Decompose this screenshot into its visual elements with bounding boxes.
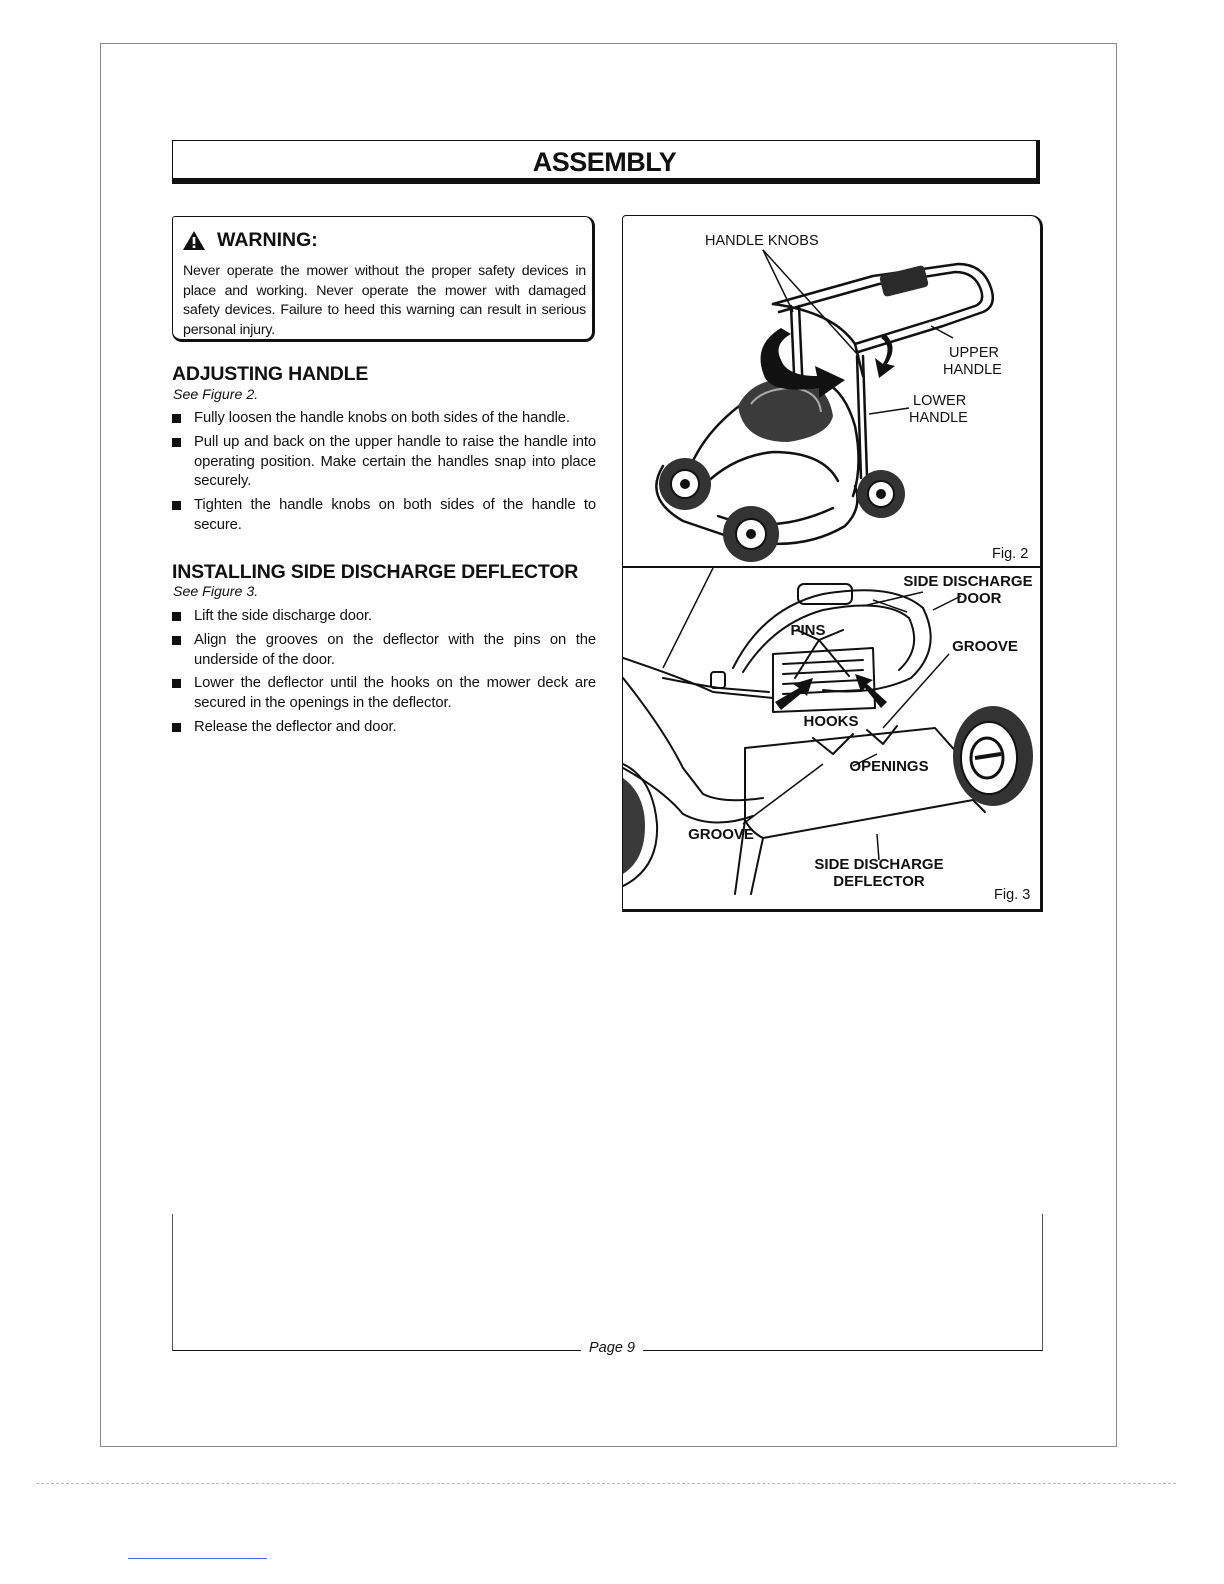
list-item: Pull up and back on the upper handle to raise the handle into operating position. Make certain the handles snap into place securely. [172, 433, 596, 492]
label-upper-handle-1: UPPER [949, 345, 999, 361]
bullet-square-icon [172, 612, 181, 621]
footer-box [172, 1214, 1043, 1351]
label-side-discharge-door-1: SIDE DISCHARGE [903, 573, 1033, 590]
label-upper-handle-2: HANDLE [943, 362, 1002, 378]
figure-2-caption: Fig. 2 [992, 546, 1029, 562]
figure-3-panel [622, 567, 1043, 912]
side-discharge-steps [172, 607, 596, 742]
section-header [172, 140, 1040, 184]
warning-heading [183, 229, 318, 252]
warning-text: Never operate the mower without the proper safety devices in place and working. Never operate the mower with damaged safety devices. Failure to heed this warning can result in serious personal injury. [183, 263, 586, 338]
label-groove-right: GROOVE [952, 638, 1018, 655]
see-figure-2: See Figure 2. [173, 387, 259, 403]
list-item: Lift the side discharge door. [172, 607, 596, 627]
bullet-square-icon [172, 679, 181, 688]
label-pins: PINS [790, 622, 826, 639]
bullet-square-icon [172, 414, 181, 423]
figure-3-caption: Fig. 3 [994, 887, 1031, 903]
scan-artifact-line [36, 1483, 1176, 1484]
list-item: Lower the deflector until the hooks on the mower deck are secured in the openings in the deflector. [172, 674, 596, 714]
list-item: Release the deflector and door. [172, 718, 596, 738]
section-title-adjusting-handle: ADJUSTING HANDLE [172, 363, 369, 385]
label-handle-knobs: HANDLE KNOBS [705, 233, 819, 249]
label-lower-handle-1: LOWER [913, 393, 967, 409]
bullet-square-icon [172, 723, 181, 732]
scan-artifact-blue-line [128, 1558, 267, 1559]
warning-box [172, 216, 595, 342]
wheel-icon [659, 458, 711, 510]
label-hooks: HOOKS [803, 713, 859, 730]
see-figure-3: See Figure 3. [173, 584, 259, 600]
section-title-side-discharge: INSTALLING SIDE DISCHARGE DEFLECTOR [172, 561, 579, 583]
page-title: ASSEMBLY [532, 147, 677, 177]
list-item: Fully loosen the handle knobs on both sides of the handle. [172, 409, 596, 429]
mower-handle-illustration [623, 216, 1041, 566]
bullet-square-icon [172, 636, 181, 645]
bullet-square-icon [172, 438, 181, 447]
list-item: Tighten the handle knobs on both sides of the handle to secure. [172, 496, 596, 536]
bullet-square-icon [172, 501, 181, 510]
warning-title: WARNING: [217, 229, 318, 251]
label-side-discharge-door-2: DOOR [956, 590, 1002, 607]
figure-2-panel [622, 215, 1043, 567]
label-openings: OPENINGS [849, 758, 929, 775]
label-side-discharge-deflector-2: DEFLECTOR [833, 873, 925, 890]
label-side-discharge-deflector-1: SIDE DISCHARGE [814, 856, 944, 873]
page-number: Page 9 [0, 1340, 1224, 1356]
warning-triangle-icon [183, 231, 205, 250]
list-item: Align the grooves on the deflector with the pins on the underside of the door. [172, 631, 596, 671]
label-groove-left: GROOVE [688, 826, 754, 843]
adjusting-handle-steps [172, 409, 596, 540]
label-lower-handle-2: HANDLE [909, 410, 968, 426]
